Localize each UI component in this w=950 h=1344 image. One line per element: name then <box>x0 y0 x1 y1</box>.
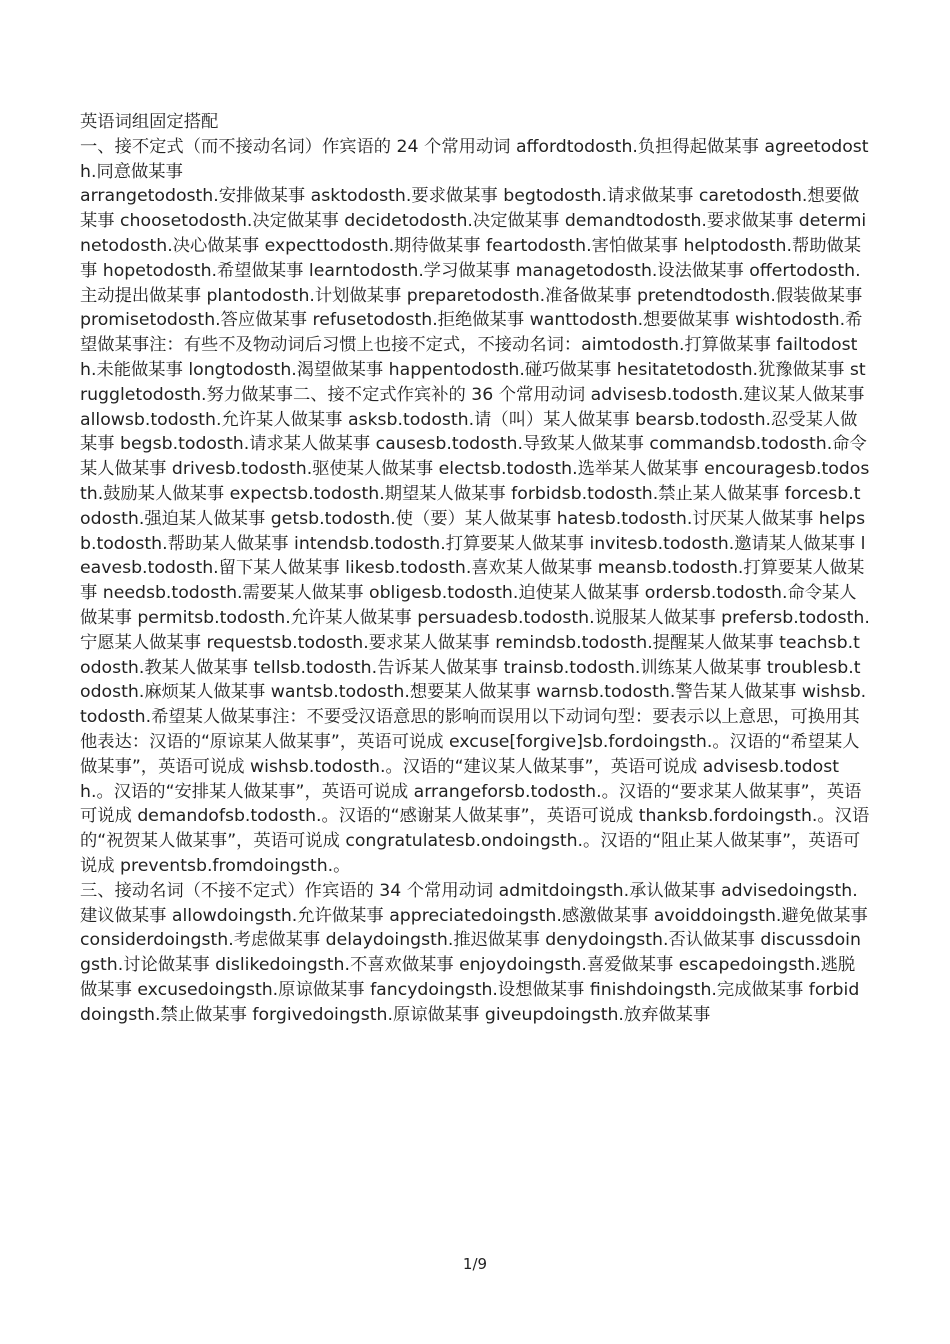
document-title: 英语词组固定搭配 <box>80 112 219 132</box>
page-number: 1/9 <box>462 1255 488 1273</box>
document-body <box>80 110 870 1027</box>
paragraph-1: 一、接不定式（而不接动名词）作宾语的 24 个常用动词 affordtodosth.负担得起做某事 agreetodosth.同意做某事 <box>80 136 869 182</box>
paragraph-2: arrangetodosth.安排做某事 asktodosth.要求做某事 begtodosth.请求做某事 caretodosth.想要做某事 choosetodosth.决定做某事 decidetodosth.决定做某事 demandtodosth.要求做某事 determinetodosth.决心做某事 expecttodosth.期待做某事 feartodosth.害怕做某事 helptodosth.帮助做某事 hopetodosth.希望做某事 learntodosth.学习做某事 managetodosth.设法做某事 offertodosth.主动提出做某事 plantodosth.计划做某事 preparetodosth.准备做某事 pretendtodosth.假装做某事 promisetodosth.答应做某事 refusetodosth.拒绝做某事 wanttodosth.想要做某事 wishtodosth.希望做某事注：有些不及物动词后习惯上也接不定式，不接动名词：aimtodosth.打算做某事 failtodosth.未能做某事 longtodosth.渴望做某事 happentodosth.碰巧做某事 hesitatetodosth.犹豫做某事 struggletodosth.努力做某事二、接不定式作宾补的 36 个常用动词 advisesb.todosth.建议某人做某事 allowsb.todosth.允许某人做某事 asksb.todosth.请（叫）某人做某事 bearsb.todosth.忍受某人做某事 begsb.todosth.请求某人做某事 causesb.todosth.导致某人做某事 commandsb.todosth.命令某人做某事 drivesb.todosth.驱使某人做某事 electsb.todosth.选举某人做某事 encouragesb.todosth.鼓励某人做某事 expectsb.todosth.期望某人做某事 forbidsb.todosth.禁止某人做某事 forcesb.todosth.强迫某人做某事 getsb.todosth.使（要）某人做某事 hatesb.todosth.讨厌某人做某事 helpsb.todosth.帮助某人做某事 intendsb.todosth.打算要某人做某事 invitesb.todosth.邀请某人做某事 leavesb.todosth.留下某人做某事 likesb.todosth.喜欢某人做某事 meansb.todosth.打算要某人做某事 needsb.todosth.需要某人做某事 obligesb.todosth.迫使某人做某事 ordersb.todosth.命令某人做某事 permitsb.todosth.允许某人做某事 persuadesb.todosth.说服某人做某事 prefersb.todosth.宁愿某人做某事 requestsb.todosth.要求某人做某事 remindsb.todosth.提醒某人做某事 teachsb.todosth.教某人做某事 tellsb.todosth.告诉某人做某事 trainsb.todosth.训练某人做某事 troublesb.todosth.麻烦某人做某事 wantsb.todosth.想要某人做某事 warnsb.todosth.警告某人做某事 wishsb.todosth.希望某人做某事注：不要受汉语意思的影响而误用以下动词句型：要表示以上意思，可换用其他表达：汉语的“原谅某人做某事”，英语可说成 excuse[forgive]sb.fordoingsth.。汉语的“希望某人做某事”，英语可说成 wishsb.todosth.。汉语的“建议某人做某事”，英语可说成 advisesb.todosth.。汉语的“安排某人做某事”，英语可说成 arrangeforsb.todosth.。汉语的“要求某人做某事”，英语可说成 demandofsb.todosth.。汉语的“感谢某人做某事”，英语可说成 thanksb.fordoingsth.。汉语的“祝贺某人做某事”，英语可说成 congratulatesb.ondoingsth.。汉语的“阻止某人做某事”，英语可说成 preventsb.fromdoingsth.。 <box>80 186 870 876</box>
paragraph-3: 三、接动名词（不接不定式）作宾语的 34 个常用动词 admitdoingsth.承认做某事 advisedoingsth.建议做某事 allowdoingsth.允许做某事 appreciatedoingsth.感激做某事 avoiddoingsth.避免做某事 considerdoingsth.考虑做某事 delaydoingsth.推迟做某事 denydoingsth.否认做某事 discussdoingsth.讨论做某事 dislikedoingsth.不喜欢做某事 enjoydoingsth.喜爱做某事 escapedoingsth.逃脱做某事 excusedoingsth.原谅做某事 fancydoingsth.设想做某事 finishdoingsth.完成做某事 forbiddoingsth.禁止做某事 forgivedoingsth.原谅做某事 giveupdoingsth.放弃做某事 <box>80 880 868 1025</box>
